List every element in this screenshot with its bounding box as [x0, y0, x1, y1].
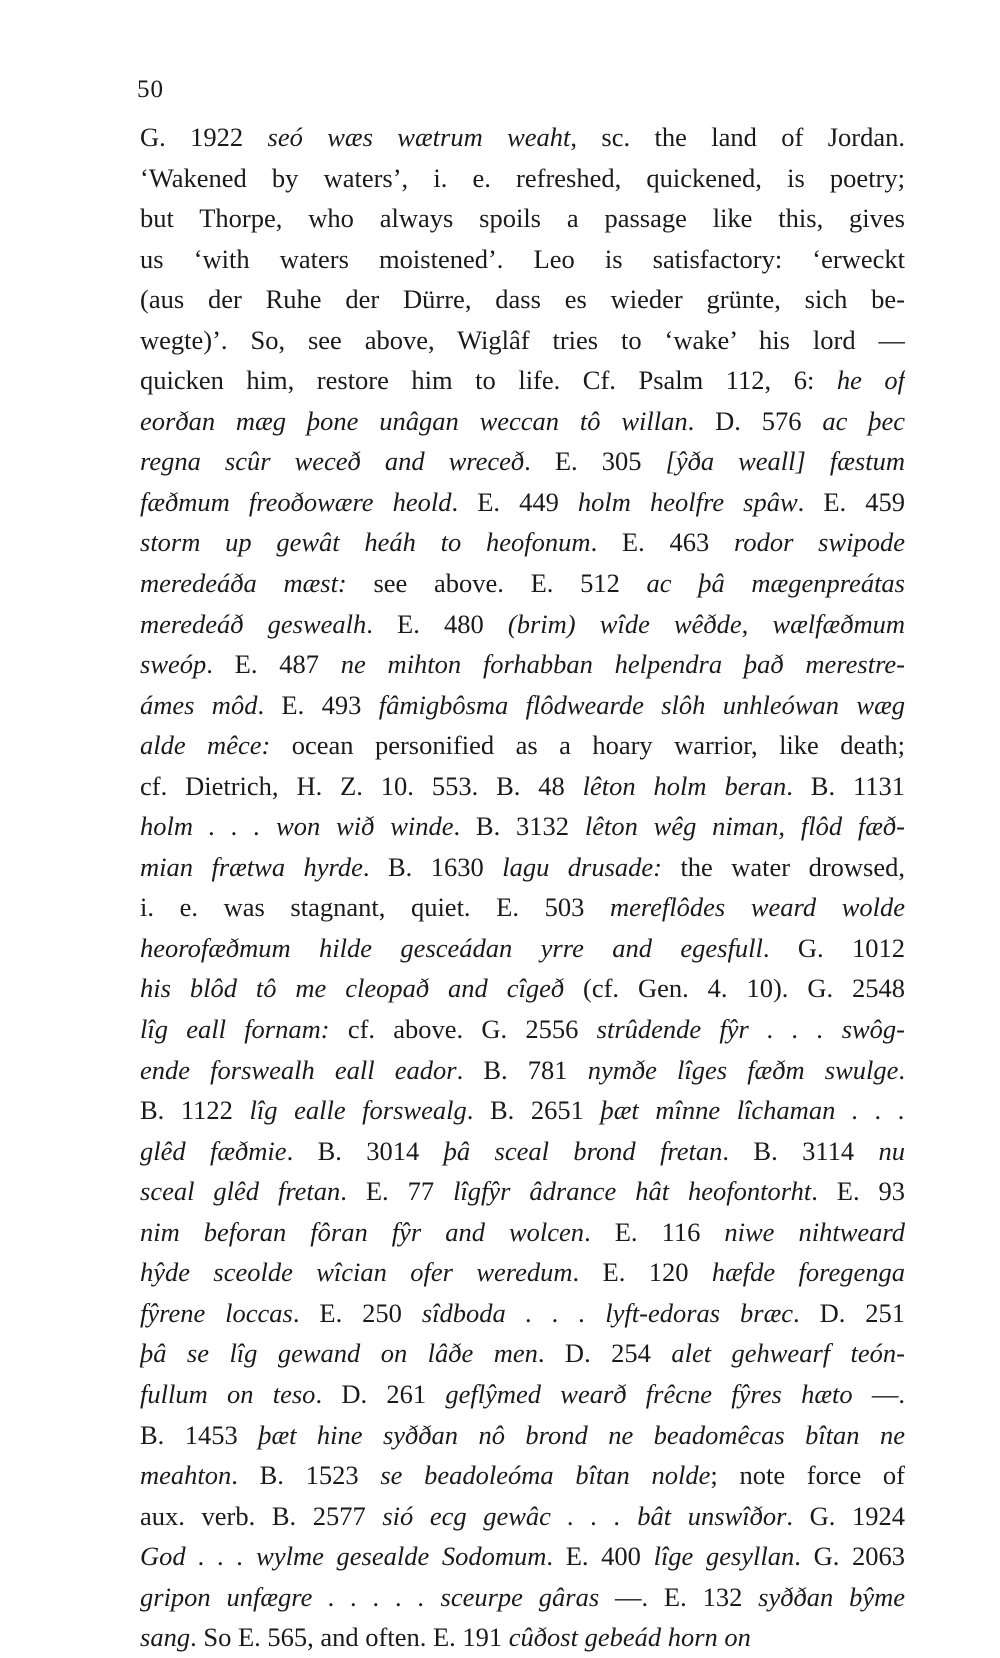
text-line [140, 117, 905, 158]
italic-quote: sang [140, 1622, 191, 1653]
text-segment: —. [852, 1378, 905, 1409]
text-segment: . E. 493 [257, 689, 379, 720]
text-line [140, 1131, 905, 1172]
italic-quote: meredeáð geswealh [140, 608, 367, 639]
text-segment: . E. 463 [590, 527, 734, 558]
italic-quote: (brim) wîde wêðde, wælfæðmum [507, 608, 905, 639]
italic-quote: seó wæs wætrum weaht [267, 122, 571, 152]
italic-quote: þâ se lîg gewand on lâðe men [140, 1338, 538, 1369]
text-line [140, 766, 905, 807]
text-segment: . G. 2063 [794, 1541, 905, 1572]
text-line [140, 360, 905, 401]
text-line [140, 401, 905, 442]
italic-quote: nim beforan fôran fŷr and wolcen [140, 1216, 585, 1247]
text-segment: quicken him, restore him to life. Cf. Psalm 112, 6: [140, 365, 837, 396]
text-line [140, 563, 905, 604]
italic-quote: ac þâ mægenpreátas [646, 568, 905, 599]
italic-quote: lêton wêg niman, flôd fæð- [584, 811, 905, 842]
text-segment: cf. Dietrich, H. Z. 10. 553. B. 48 [140, 770, 583, 801]
italic-quote: heorofæðmum hilde gesceádan yrre and egesfull [140, 932, 763, 963]
italic-quote: ac þec [822, 405, 905, 436]
text-line [140, 887, 905, 928]
text-line [140, 279, 905, 320]
text-segment: but Thorpe, who always spoils a passage like this, gives [140, 203, 905, 234]
italic-quote: sceal glêd fretan [140, 1176, 341, 1207]
text-segment: see above. E. 512 [346, 568, 647, 599]
text-segment: . E. 77 [340, 1176, 454, 1207]
text-line [140, 685, 905, 726]
italic-quote: lîg eall fornam: [140, 1014, 330, 1045]
italic-quote: nymðe lîges fæðm swulge [587, 1054, 899, 1085]
text-segment: ocean personified as a hoary warrior, like death; [270, 730, 905, 761]
text-line [140, 522, 905, 563]
italic-quote: sió ecg gewâc . . . bât unswîðor [382, 1500, 787, 1531]
italic-quote: sîdboda . . . lyft-edoras bræc [421, 1297, 794, 1328]
text-segment: i. e. was stagnant, quiet. E. 503 [140, 892, 610, 923]
text-line [140, 482, 905, 523]
text-line [140, 1171, 905, 1212]
text-line [140, 725, 905, 766]
italic-quote: ámes môd [140, 689, 258, 720]
text-line [140, 1252, 905, 1293]
text-segment: ‘Wakened by waters’, i. e. refreshed, quickened, is poetry; [140, 162, 905, 193]
text-line [140, 239, 905, 280]
italic-quote: hæfde foregenga [711, 1257, 905, 1288]
italic-quote: holm . . . won wið winde [140, 811, 454, 842]
text-line [140, 1374, 905, 1415]
italic-quote: meredeáða mæst: [140, 568, 347, 599]
italic-quote: he of [836, 365, 905, 396]
italic-quote: fæðmum freoðowære heold [140, 486, 452, 517]
text-line [140, 441, 905, 482]
italic-quote: lîg ealle forswealg [249, 1095, 467, 1126]
italic-quote: geflŷmed wearð frêcne fŷres hæto [445, 1378, 853, 1409]
text-line [140, 1293, 905, 1334]
text-line [140, 968, 905, 1009]
italic-quote: nu [878, 1135, 905, 1166]
text-line [140, 1212, 905, 1253]
text-segment: . B. 1523 [231, 1460, 381, 1491]
text-segment: . B. 2651 [466, 1095, 601, 1126]
text-segment: . D. 261 [315, 1378, 446, 1409]
italic-quote: strûdende fŷr . . . swôg- [596, 1014, 905, 1045]
text-segment: aux. verb. B. 2577 [140, 1500, 383, 1531]
text-line [140, 928, 905, 969]
italic-quote: lagu drusade: [502, 851, 662, 882]
italic-quote: sweóp [140, 649, 207, 680]
text-line [140, 1536, 905, 1577]
text-line [140, 1496, 905, 1537]
text-segment: . E. 116 [584, 1216, 725, 1247]
italic-quote: cûðost gebeád horn on [508, 1622, 751, 1653]
text-line [140, 1050, 905, 1091]
italic-quote: alde mêce: [140, 730, 271, 761]
text-segment: . E. 400 [546, 1541, 654, 1572]
italic-quote: þæt hine syððan nô brond ne beadomêcas bîtan ne [258, 1419, 905, 1450]
text-line [140, 604, 905, 645]
text-line [140, 198, 905, 239]
text-line [140, 320, 905, 361]
text-segment: . B. 1131 [786, 770, 905, 801]
text-line [140, 644, 905, 685]
text-segment: . D. 251 [793, 1297, 905, 1328]
italic-quote: lêton holm beran [582, 770, 787, 801]
text-segment: . B. 3132 [453, 811, 585, 842]
italic-quote: þæt mînne lîchaman . . . [600, 1095, 905, 1126]
text-segment: . E. 305 [524, 446, 666, 477]
italic-quote: lîge gesyllan [653, 1541, 795, 1572]
text-segment: . B. 781 [456, 1054, 588, 1085]
italic-quote: þâ sceal brond fretan [443, 1135, 723, 1166]
text-segment: . G. 1012 [762, 932, 905, 963]
italic-quote: niwe nihtweard [724, 1216, 905, 1247]
text-line [140, 1415, 905, 1456]
italic-quote: meahton [140, 1460, 232, 1491]
text-segment: (cf. Gen. 4. 10). G. 2548 [564, 973, 905, 1004]
text-line [140, 1009, 905, 1050]
text-line [140, 806, 905, 847]
text-segment: . E. 449 [451, 486, 578, 517]
text-line [140, 1617, 905, 1658]
italic-quote: ende forswealh eall eador [140, 1054, 457, 1085]
italic-quote: mereflôdes weard wolde [609, 892, 905, 923]
italic-quote: fâmigbôsma flôdwearde slôh unhleówan wæg [378, 689, 905, 720]
text-segment: . E. 250 [292, 1297, 422, 1328]
text-segment: . E. 487 [206, 649, 341, 680]
text-line [140, 158, 905, 199]
text-line [140, 847, 905, 888]
text-segment: B. 1122 [140, 1095, 250, 1126]
italic-quote: eorðan mæg þone unâgan weccan tô willan [140, 405, 688, 436]
text-line [140, 1455, 905, 1496]
italic-quote: rodor swipode [734, 527, 905, 558]
italic-quote: his blôd tô me cleopað and cîgeð [140, 973, 565, 1004]
italic-quote: ne mihton forhabban helpendra það merestre- [340, 649, 905, 680]
text-segment: ; note force of [710, 1460, 905, 1491]
italic-quote: lîgfŷr âdrance hât heofontorht [453, 1176, 812, 1207]
text-segment: . B. 1630 [362, 851, 503, 882]
text-segment: , sc. the land of Jordan. [570, 122, 905, 152]
italic-quote: glêd fæðmie [140, 1135, 287, 1166]
italic-quote: gripon unfægre . . . . . sceurpe gâras [140, 1581, 600, 1612]
text-line [140, 1090, 905, 1131]
text-segment: . E. 120 [572, 1257, 712, 1288]
text-segment: us ‘with waters moistened’. Leo is satisfactory: ‘erweckt [140, 243, 905, 274]
text-segment: . D. 576 [687, 405, 823, 436]
text-segment: —. E. 132 [599, 1581, 759, 1612]
italic-quote: se beadoleóma bîtan nolde [380, 1460, 711, 1491]
text-segment: . B. 3014 [286, 1135, 444, 1166]
italic-quote: holm heolfre spâw [577, 486, 798, 517]
text-segment: . So E. 565, and often. E. 191 [190, 1622, 509, 1653]
text-segment: . [898, 1054, 905, 1085]
text-segment: . B. 3114 [722, 1135, 879, 1166]
italic-quote: syððan bŷme [758, 1581, 905, 1612]
text-line [140, 1333, 905, 1374]
body-text [140, 117, 905, 1658]
text-segment: . G. 1924 [786, 1500, 905, 1531]
italic-quote: fŷrene loccas [140, 1297, 293, 1328]
text-segment: . E. 480 [366, 608, 508, 639]
text-segment: (aus der Ruhe der Dürre, dass es wieder grünte, sich be- [140, 284, 905, 315]
italic-quote: hŷde sceolde wîcian ofer weredum [140, 1257, 573, 1288]
text-segment: the water drowsed, [661, 851, 905, 882]
text-segment: cf. above. G. 2556 [329, 1014, 597, 1045]
text-segment: B. 1453 [140, 1419, 259, 1450]
text-segment: . D. 254 [537, 1338, 672, 1369]
text-segment: . E. 93 [811, 1176, 905, 1207]
italic-quote: regna scûr weceð and wreceð [140, 446, 525, 477]
text-segment: . E. 459 [797, 486, 905, 517]
text-segment: wegte)’. So, see above, Wiglâf tries to ‘wake’ his lord — [140, 324, 905, 355]
italic-quote: storm up gewât heáh to heofonum [140, 527, 591, 558]
italic-quote: mian frætwa hyrde [140, 851, 363, 882]
italic-quote: alet gehwearf teón- [671, 1338, 905, 1369]
italic-quote: fullum on teso [140, 1378, 316, 1409]
italic-quote: God . . . wylme gesealde Sodomum [140, 1541, 547, 1572]
text-segment: G. 1922 [140, 122, 268, 152]
page-number: 50 [137, 76, 164, 103]
italic-quote: [ŷða weall] fæstum [665, 446, 905, 477]
text-line [140, 1577, 905, 1618]
